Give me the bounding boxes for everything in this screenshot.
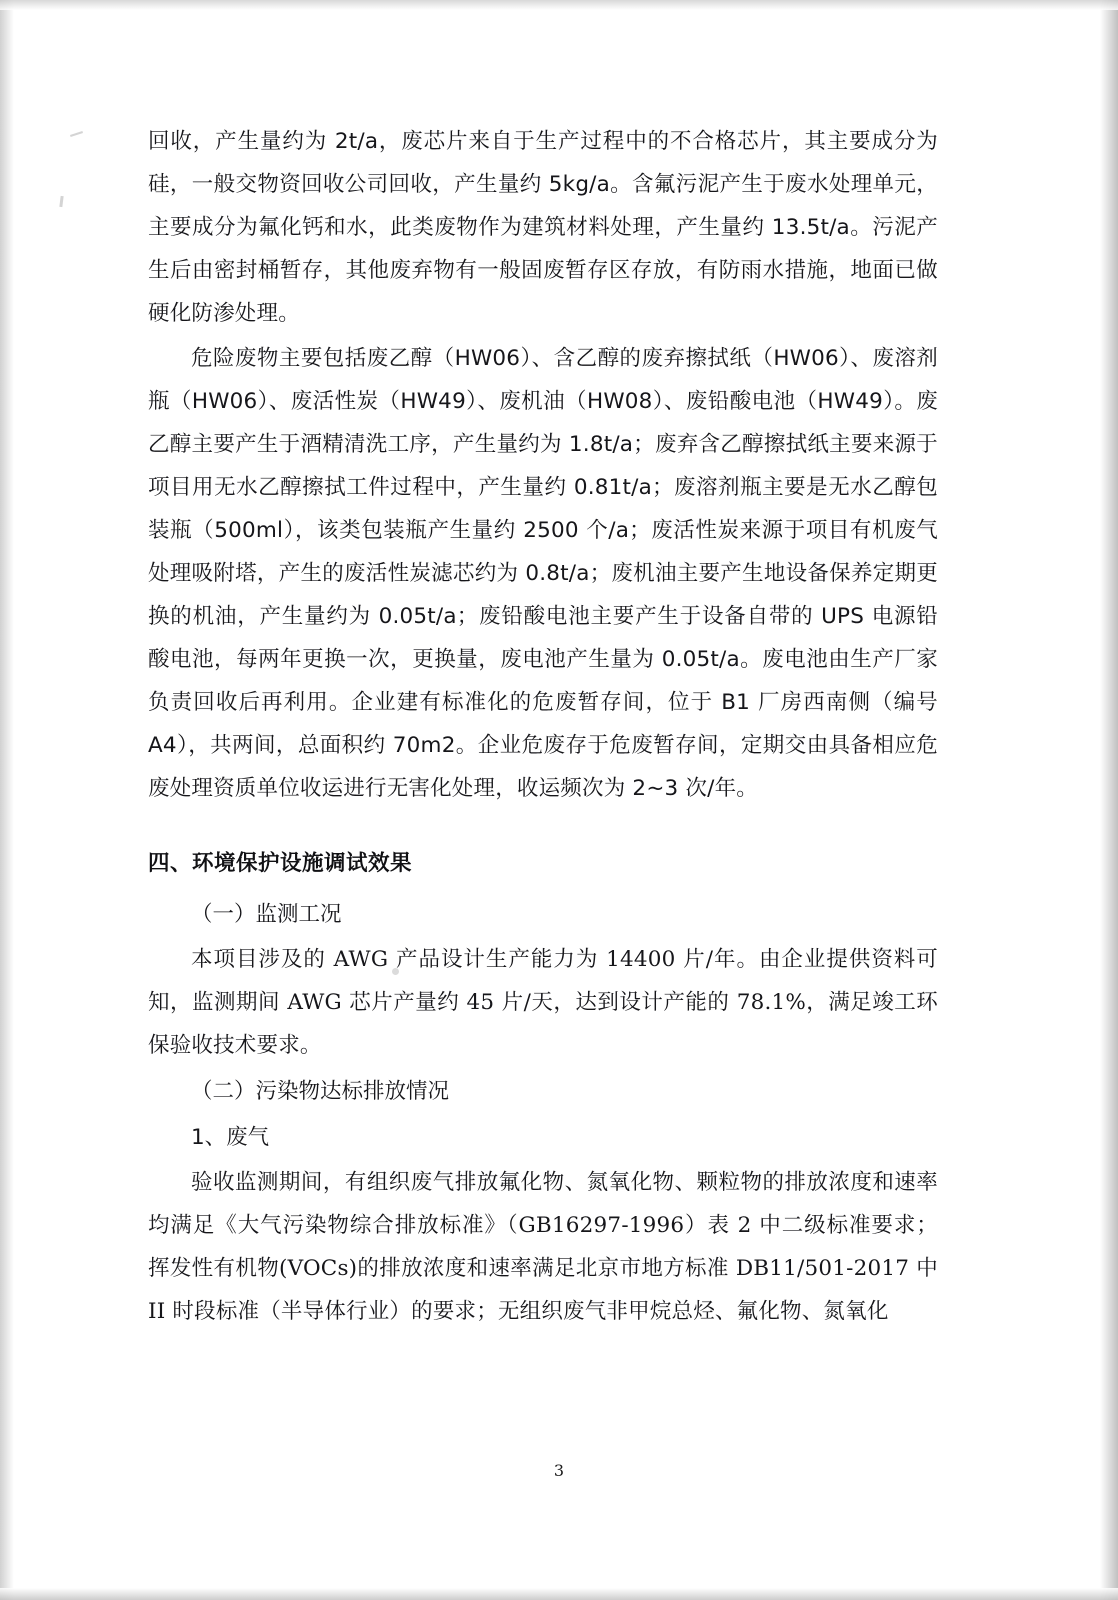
paragraph-monitoring-conditions-body: 本项目涉及的 AWG 产品设计生产能力为 14400 片/年。由企业提供资料可知，监测期间 AWG 芯片产量约 45 片/天，达到设计产能的 78.1%，满足竣工环保验收技术要求。 (148, 947, 938, 1058)
page-edge-shadow-left (0, 0, 14, 1600)
subsection-title-pollutant-discharge: （二）污染物达标排放情况 (191, 1079, 450, 1104)
page-edge-shadow-top (0, 0, 1118, 10)
paragraph-waste-gas-body: 验收监测期间，有组织废气排放氟化物、氮氧化物、颗粒物的排放浓度和速率均满足《大气污染物综合排放标准》（GB16297-1996）表 2 中二级标准要求；挥发性有机物(VOCs)的排放浓度和速率满足北京市地方标准 DB11/501-2017 中 II 时段标准（半导体行业）的要求；无组织废气非甲烷总烃、氟化物、氮氧化 (148, 1170, 938, 1324)
page-edge-shadow-right (1100, 0, 1118, 1600)
scan-artifact-speck (59, 196, 63, 207)
section-heading-environmental-facility-commissioning: 四、环境保护设施调试效果 (148, 851, 413, 876)
page-number: 3 (553, 1461, 565, 1480)
paragraph-solid-waste-recovery: 回收，产生量约为 2t/a，废芯片来自于生产过程中的不合格芯片，其主要成分为硅，一般交物资回收公司回收，产生量约 5kg/a。含氟污泥产生于废水处理单元，主要成分为氟化钙和水，此类废物作为建筑材料处理，产生量约 13.5t/a。污泥产生后由密封桶暂存，其他废弃物有一般固废暂存区存放，有防雨水措施，地面已做硬化防渗处理。 (148, 129, 938, 326)
subsection-title-monitoring-conditions: （一）监测工况 (191, 902, 342, 927)
paragraph-hazardous-waste: 危险废物主要包括废乙醇（HW06）、含乙醇的废弃擦拭纸（HW06）、废溶剂瓶（HW06）、废活性炭（HW49）、废机油（HW08）、废铅酸电池（HW49）。废乙醇主要产生于酒精清洗工序，产生量约为 1.8t/a；废弃含乙醇擦拭纸主要来源于项目用无水乙醇擦拭工件过程中，产生量约 0.81t/a；废溶剂瓶主要是无水乙醇包装瓶（500ml），该类包装瓶产生量约 2500 个/a；废活性炭来源于项目有机废气处理吸附塔，产生的废活性炭滤芯约为 0.8t/a；废机油主要产生地设备保养定期更换的机油，产生量约为 0.05t/a；废铅酸电池主要产生于设备自带的 UPS 电源铅酸电池，每两年更换一次，更换量，废电池产生量为 0.05t/a。废电池由生产厂家负责回收后再利用。企业建有标准化的危废暂存间，位于 B1 厂房西南侧（编号 A4），共两间，总面积约 70m2。企业危废存于危废暂存间，定期交由具备相应危废处理资质单位收运进行无害化处理，收运频次为 2~3 次/年。 (148, 346, 938, 801)
scan-artifact-speck (70, 131, 83, 137)
document-body (148, 120, 938, 1335)
subsection-item-waste-gas: 1、废气 (191, 1125, 270, 1150)
page-edge-shadow-bottom (0, 1588, 1118, 1600)
